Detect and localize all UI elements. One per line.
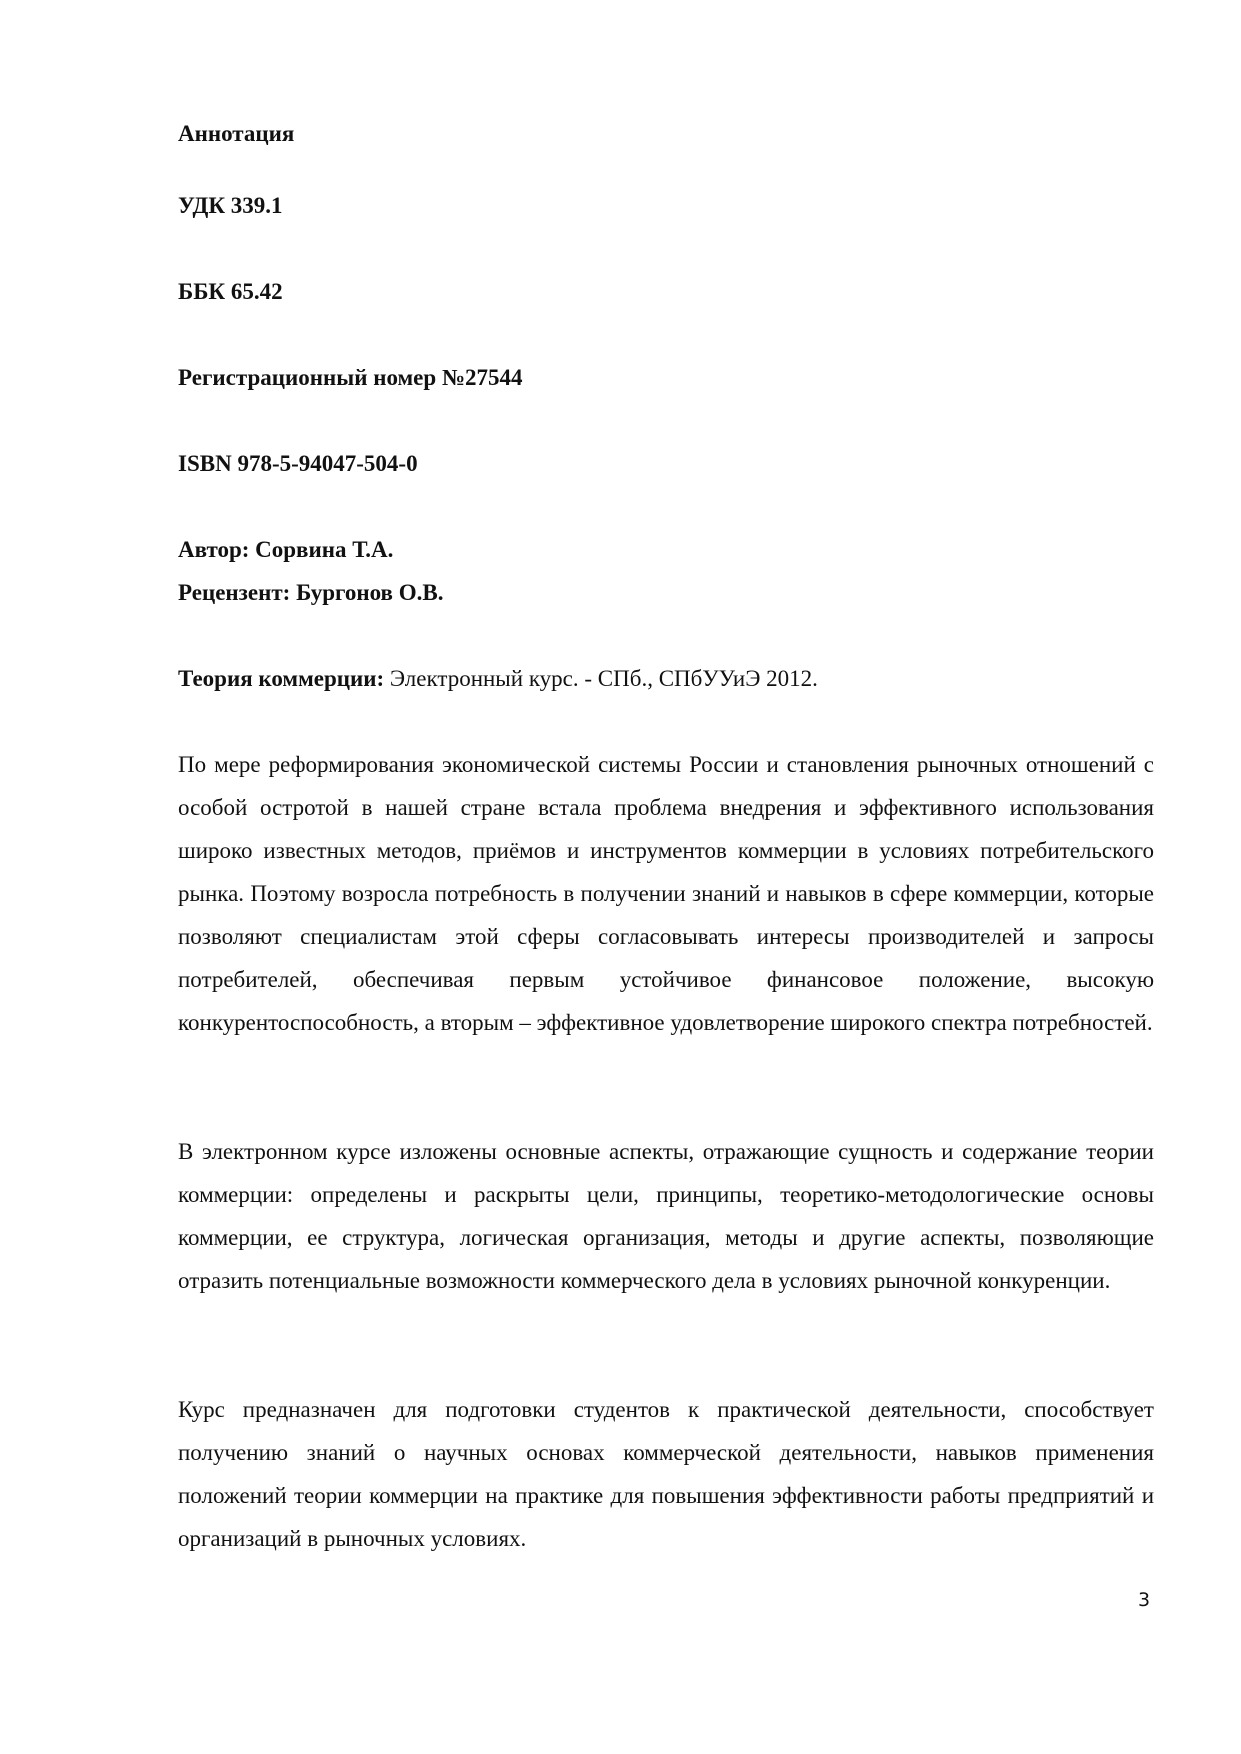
paragraph-2: В электронном курсе изложены основные аспекты, отражающие сущность и содержание теории коммерции: определены и раскрыты цели, принципы, теоретико-методологические основы коммерции, ее структура, логическая организация, методы и другие аспекты, позволяющие отразить потенциальные возможности коммерческого дела в условиях рыночной конкуренции. bbox=[178, 1139, 1154, 1293]
citation-line bbox=[178, 664, 818, 694]
page-number: 3 bbox=[1138, 1589, 1151, 1611]
author-line: Автор: Сорвина Т.А. bbox=[178, 537, 394, 562]
reviewer-line: Рецензент: Бургонов О.В. bbox=[178, 580, 444, 605]
paragraph-1: По мере реформирования экономической системы России и становления рыночных отношений с особой остротой в нашей стране встала проблема внедрения и эффективного использования широко известных методов, приёмов и инструментов коммерции в условиях потребительского рынка. Поэтому возросла потребность в получении знаний и навыков в сфере коммерции, которые позволяют специалистам этой сферы согласовывать интересы производителей и запросы потребителей, обеспечивая первым устойчивое финансовое положение, высокую конкурентоспособность, а вторым – эффективное удовлетворение широкого спектра потребностей. bbox=[178, 752, 1154, 1035]
registration-number-line: Регистрационный номер №27544 bbox=[178, 365, 523, 390]
bbk-line: ББК 65.42 bbox=[178, 279, 283, 304]
citation-details: Электронный курс. - СПб., СПбУУиЭ 2012. bbox=[384, 666, 818, 691]
udk-line: УДК 339.1 bbox=[178, 193, 283, 218]
isbn-line: ISBN 978-5-94047-504-0 bbox=[178, 451, 418, 476]
paragraph-3: Курс предназначен для подготовки студентов к практической деятельности, способствует получению знаний о научных основах коммерческой деятельности, навыков применения положений теории коммерции на практике для повышения эффективности работы предприятий и организаций в рыночных условиях. bbox=[178, 1397, 1154, 1551]
annotation-heading: Аннотация bbox=[178, 121, 295, 146]
citation-title: Теория коммерции: bbox=[178, 666, 385, 691]
